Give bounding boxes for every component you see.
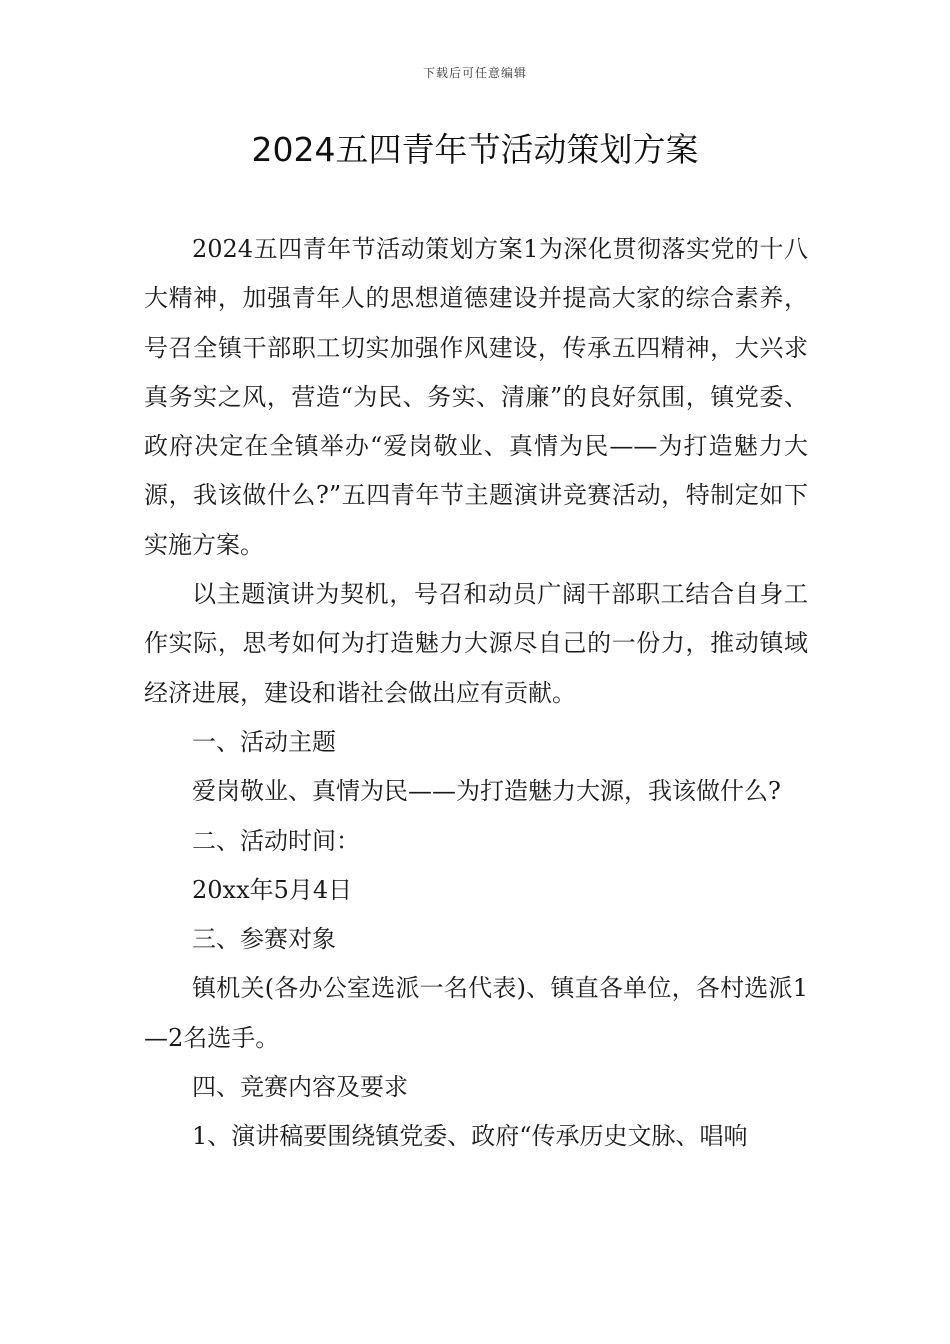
paragraph: 1、演讲稿要围绕镇党委、政府“传承历史文脉、唱响	[192, 1122, 748, 1151]
section-heading: 二、活动时间：	[192, 826, 360, 855]
header-note: 下载后可任意编辑	[422, 66, 527, 80]
paragraph: 镇机关(各办公室选派一名代表)、镇直各单位，各村选派1—2名选手。	[144, 974, 808, 1052]
document-body	[144, 225, 808, 1162]
document-title: 2024五四青年节活动策划方案	[251, 130, 699, 169]
section-heading: 四、竞赛内容及要求	[192, 1073, 408, 1102]
paragraph: 20xx年5月4日	[192, 875, 353, 904]
paragraph: 以主题演讲为契机，号召和动员广阔干部职工结合自身工作实际，思考如何为打造魅力大源尽自己的一份力，推动镇域经济进展，建设和谐社会做出应有贡献。	[144, 580, 808, 707]
paragraph: 爱岗敬业、真情为民——为打造魅力大源，我该做什么?	[192, 777, 781, 806]
paragraph: 2024五四青年节活动策划方案1为深化贯彻落实党的十八大精神，加强青年人的思想道德建设并提高大家的综合素养，号召全镇干部职工切实加强作风建设，传承五四精神，大兴求真务实之风，营造“为民、务实、清廉”的良好氛围，镇党委、政府决定在全镇举办“爱岗敬业、真情为民——为打造魅力大源，我该做什么?”五四青年节主题演讲竞赛活动，特制定如下实施方案。	[144, 235, 808, 559]
section-heading: 三、参赛对象	[192, 925, 336, 954]
section-heading: 一、活动主题	[192, 727, 336, 756]
